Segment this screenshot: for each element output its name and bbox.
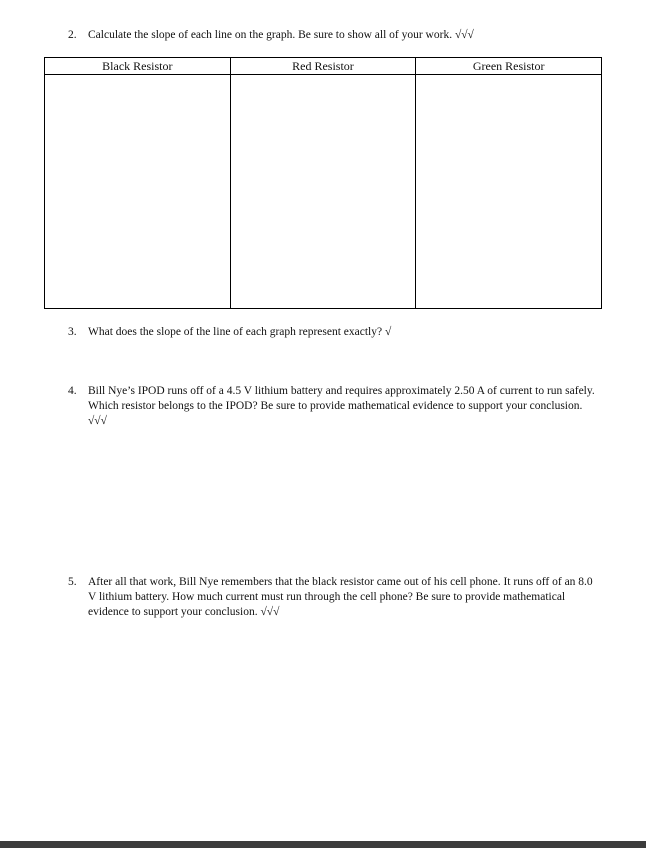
- question-number: 4.: [68, 385, 77, 397]
- table-header-row: [45, 58, 602, 75]
- question-text: After all that work, Bill Nye remembers that the black resistor came out of his cell phone. It runs off of an 8.0 V lithium battery. How much current must run through the cell phone? Be sure to provide mathematical evidence to support your conclusion. √√√: [88, 576, 593, 618]
- answer-cell-red[interactable]: [230, 75, 416, 309]
- header-green-resistor: Green Resistor: [416, 58, 602, 75]
- question-number: 2.: [68, 29, 77, 41]
- footer-bar: [0, 841, 646, 848]
- table-answer-row: [45, 75, 602, 309]
- header-red-resistor: Red Resistor: [230, 58, 416, 75]
- header-black-resistor: Black Resistor: [45, 58, 231, 75]
- question-text: Bill Nye’s IPOD runs off of a 4.5 V lithium battery and requires approximately 2.50 A of current to run safely. Which resistor belongs to the IPOD? Be sure to provide mathematical evidence to support your conclusion. √√√: [88, 385, 595, 427]
- answer-cell-green[interactable]: [416, 75, 602, 309]
- question-text: What does the slope of the line of each graph represent exactly? √: [88, 326, 392, 338]
- question-number: 3.: [68, 326, 77, 338]
- question-text: Calculate the slope of each line on the graph. Be sure to show all of your work. √√√: [88, 29, 474, 41]
- answer-cell-black[interactable]: [45, 75, 231, 309]
- question-number: 5.: [68, 576, 77, 588]
- slope-answer-table: [44, 57, 602, 309]
